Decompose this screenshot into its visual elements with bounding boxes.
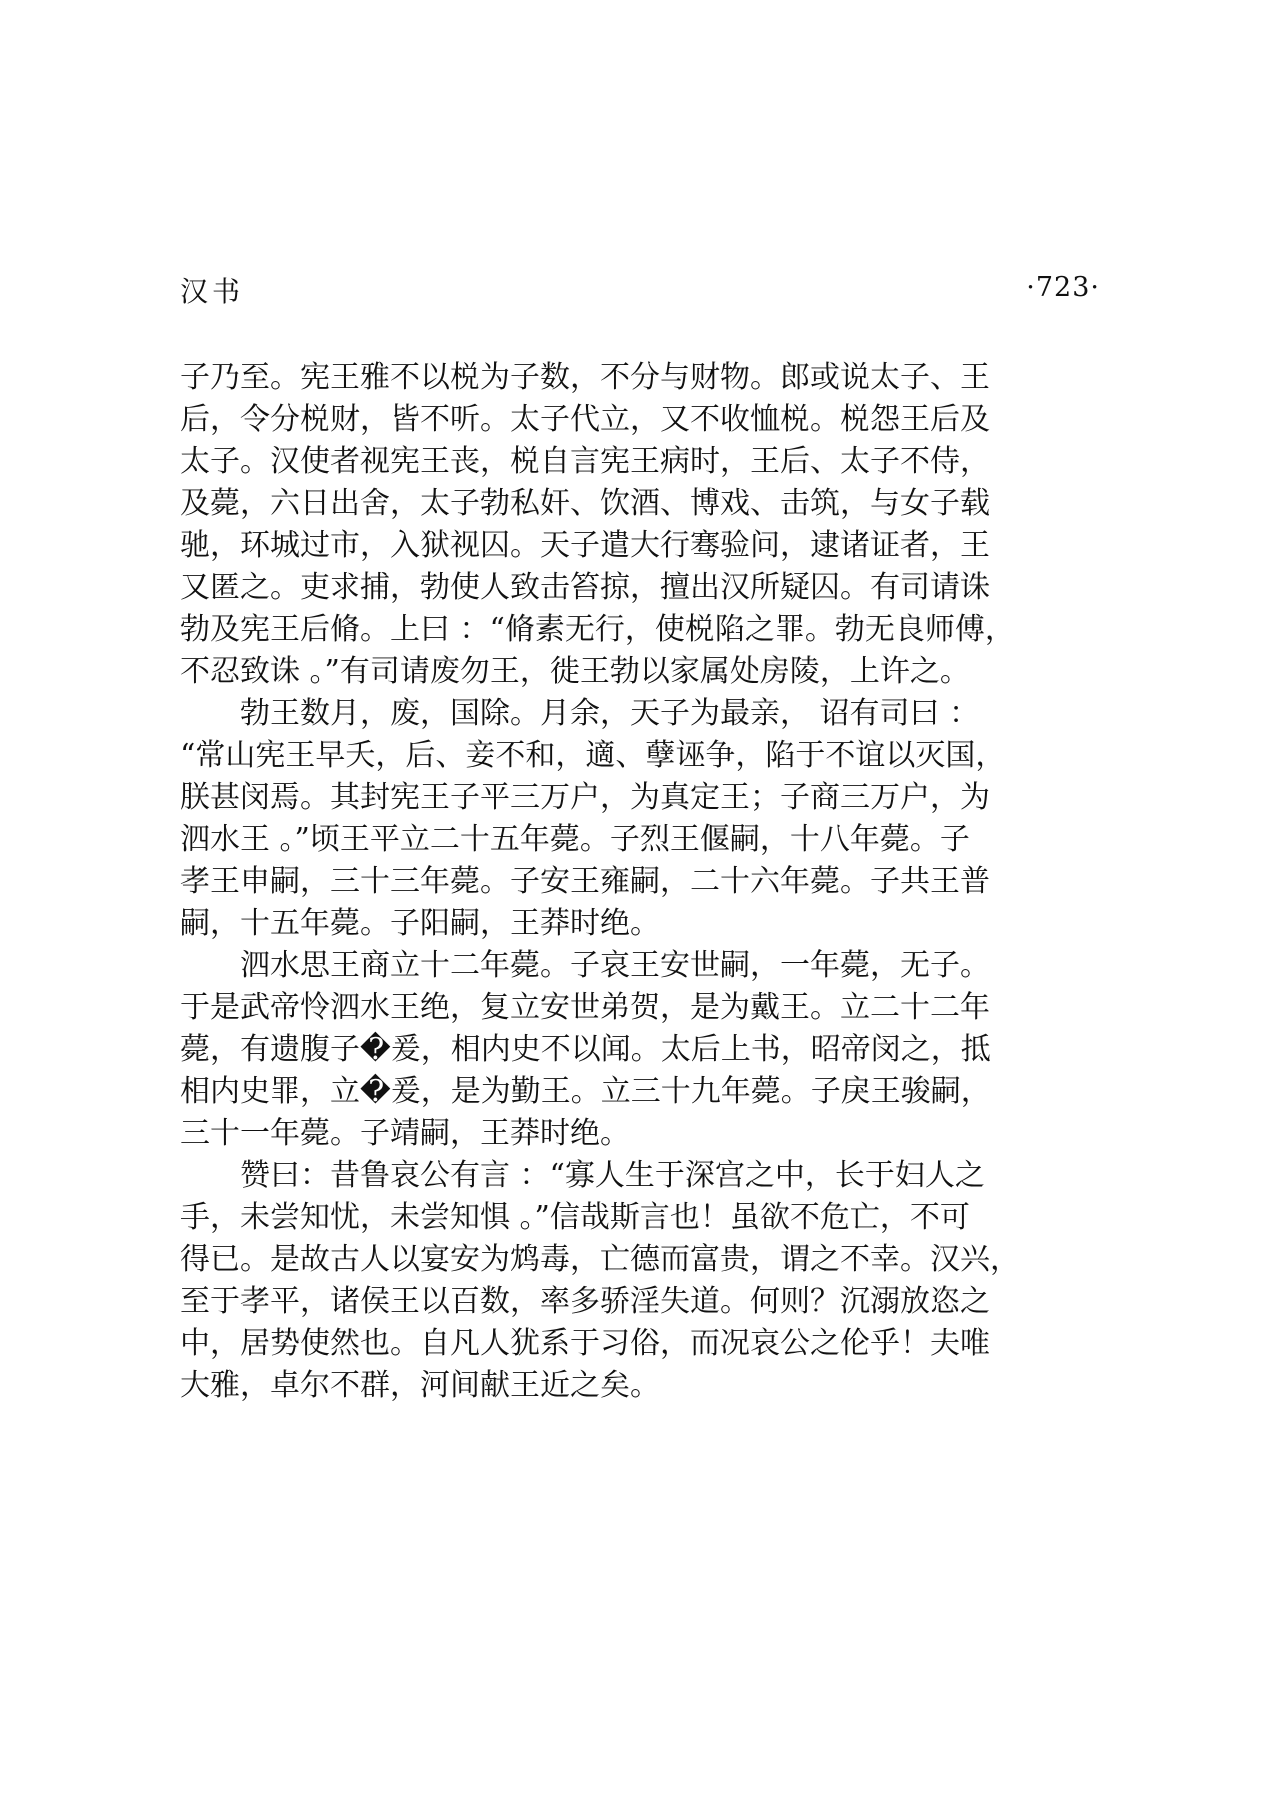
text-line: 手，未尝知忧，未尝知惧 。”信哉斯言也！虽欲不危亡，不可 bbox=[180, 1200, 970, 1235]
text-line: 嗣，十五年薨。子阳嗣，王莽时绝。 bbox=[180, 906, 660, 941]
text-line: 中，居势使然也。自凡人犹系于习俗，而况哀公之伦乎！夫唯 bbox=[180, 1326, 990, 1361]
text-line: 勃及宪王后脩。上曰 ：“脩素无行，使棁陷之罪。勃无良师傅， bbox=[180, 612, 1015, 647]
text-line: 至于孝平，诸侯王以百数，率多骄淫失道。何则？沉溺放恣之 bbox=[180, 1284, 990, 1319]
body-text bbox=[180, 357, 1100, 1407]
text-line: 薨，有遗腹子�爰，相内史不以闻。太后上书，昭帝闵之，抵 bbox=[180, 1032, 991, 1067]
text-line: 及薨，六日出舍，太子勃私奸、饮酒、博戏、击筑，与女子载 bbox=[180, 486, 990, 521]
text-line: 太子。汉使者视宪王丧，棁自言宪王病时，王后、太子不侍， bbox=[180, 444, 990, 479]
text-line: 相内史罪，立�爰，是为勤王。立三十九年薨。子戾王骏嗣， bbox=[180, 1074, 991, 1109]
text-line: “常山宪王早夭，后、妾不和，適、孽诬争，陷于不谊以灭国， bbox=[180, 738, 1006, 773]
text-line: 于是武帝怜泗水王绝，复立安世弟贺，是为戴王。立二十二年 bbox=[180, 990, 990, 1025]
text-line: 孝王申嗣，三十三年薨。子安王雍嗣，二十六年薨。子共王普 bbox=[180, 864, 990, 899]
text-line: 驰，环城过市，入狱视囚。天子遣大行骞验问，逮诸证者，王 bbox=[180, 528, 990, 563]
page-number: ·723· bbox=[1026, 272, 1100, 303]
text-line: 三十一年薨。子靖嗣，王莽时绝。 bbox=[180, 1116, 630, 1151]
text-line: 朕甚闵焉。其封宪王子平三万户，为真定王；子商三万户，为 bbox=[180, 780, 990, 815]
paragraph-start-line: 赞曰：昔鲁哀公有言 ：“寡人生于深宫之中，长于妇人之 bbox=[240, 1158, 985, 1193]
text-line: 不忍致诛 。”有司请废勿王，徙王勃以家属处房陵，上许之。 bbox=[180, 654, 970, 689]
text-line: 后，令分棁财，皆不听。太子代立，又不收恤棁。棁怨王后及 bbox=[180, 402, 990, 437]
paragraph-start-line: 勃王数月，废，国除。月余，天子为最亲， 诏有司曰 ： bbox=[240, 696, 980, 731]
paragraph-start-line: 泗水思王商立十二年薨。子哀王安世嗣，一年薨，无子。 bbox=[240, 948, 990, 983]
text-line: 大雅，卓尔不群，河间献王近之矣。 bbox=[180, 1368, 660, 1403]
text-line: 子乃至。宪王雅不以棁为子数，不分与财物。郎或说太子、王 bbox=[180, 360, 990, 395]
text-line: 泗水王 。”顷王平立二十五年薨。子烈王偃嗣，十八年薨。子 bbox=[180, 822, 970, 857]
text-line: 又匿之。吏求捕，勃使人致击笞掠，擅出汉所疑囚。有司请诛 bbox=[180, 570, 990, 605]
page-header-title: 汉书 bbox=[180, 275, 245, 308]
text-line: 得已。是故古人以宴安为鸩毒，亡德而富贵，谓之不幸。汉兴， bbox=[180, 1242, 1020, 1277]
